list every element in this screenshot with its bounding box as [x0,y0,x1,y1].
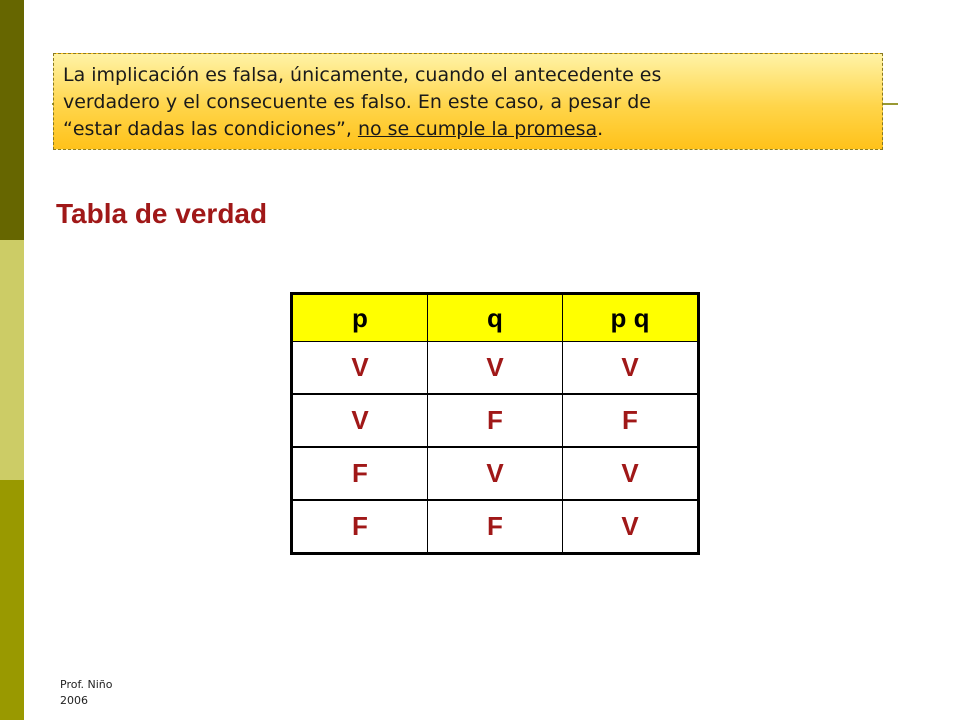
header-q: q [428,294,563,342]
callout-underlined-phrase: no se cumple la promesa [357,118,598,140]
table-cell: F [428,500,563,554]
table-cell: V [563,500,699,554]
table-row [292,500,699,554]
table-cell: V [292,394,428,447]
table-row [292,394,699,447]
callout-line-3-prefix: “estar dadas las condiciones”, [63,118,358,140]
callout-line-2: verdadero y el consecuente es falso. En este caso, a pesar de [63,91,651,113]
table-cell: F [563,394,699,447]
sidebar-decoration [0,0,24,720]
table-row [292,447,699,500]
footer-year: 2006 [60,694,88,707]
truth-table-header-row [292,294,699,342]
table-cell: V [563,342,699,395]
footer-author: Prof. Niño [60,678,113,691]
sidebar-block-dark [0,0,24,240]
table-cell: V [428,342,563,395]
header-p: p [292,294,428,342]
section-heading: Tabla de verdad [56,198,268,229]
table-cell: F [292,447,428,500]
table-cell: V [563,447,699,500]
callout-line-3-suffix: . [597,118,604,140]
callout-line-1: La implicación es falsa, únicamente, cuando el antecedente es [63,64,662,86]
callout-line-3 [63,116,872,143]
header-implication: p q [563,294,699,342]
table-cell: F [292,500,428,554]
author-footer [60,677,113,709]
table-cell: V [428,447,563,500]
table-cell: F [428,394,563,447]
table-row [292,342,699,395]
callout-note [53,53,883,150]
truth-table [290,292,700,555]
sidebar-block-olive [0,480,24,720]
sidebar-block-light [0,240,24,480]
table-cell: V [292,342,428,395]
